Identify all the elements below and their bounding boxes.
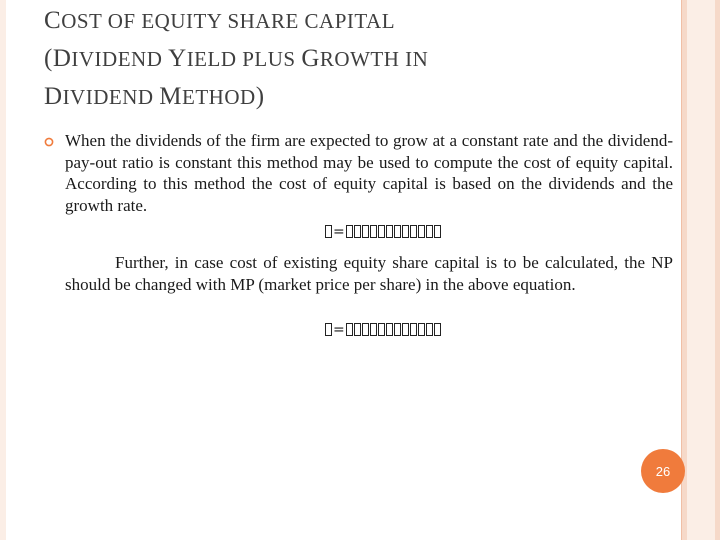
- equation-glyph: [434, 323, 441, 336]
- equation-equals: =: [333, 322, 345, 338]
- title-cap-g: G: [301, 45, 320, 72]
- title-text-2a: IVIDEND: [71, 47, 169, 71]
- title-text-2b: IELD PLUS: [186, 47, 302, 71]
- title-cap-m: M: [159, 83, 183, 110]
- slide-title: [44, 2, 664, 116]
- equation-glyph: [386, 323, 393, 336]
- title-cap-y: Y: [168, 45, 187, 72]
- bullet-icon: [44, 137, 54, 147]
- equation-glyph: [410, 323, 417, 336]
- title-line-2: [44, 40, 664, 78]
- equation-glyph: [394, 323, 401, 336]
- equation-cost-of-equity: [325, 225, 445, 241]
- equation-glyph: [325, 225, 332, 238]
- equation-glyph: [378, 225, 385, 238]
- equation-glyph: [434, 225, 441, 238]
- title-cap-d: D: [52, 45, 72, 72]
- equation-glyph: [402, 225, 409, 238]
- left-edge-decoration: [0, 0, 6, 540]
- equation-glyph: [362, 225, 369, 238]
- equation-glyph: [346, 225, 353, 238]
- paragraph-existing-capital: Further, in case cost of existing equity share capital is to be calculated, the NP should be changed with MP (market price per share) in the above equation.: [65, 253, 673, 294]
- title-line-1: [44, 2, 664, 40]
- equation-glyph: [418, 323, 425, 336]
- title-text-3b: ETHOD: [182, 85, 256, 109]
- equation-glyph: [354, 323, 361, 336]
- equation-glyph: [362, 323, 369, 336]
- title-line-3: [44, 78, 664, 116]
- equation-glyph: [378, 323, 385, 336]
- equation-glyph: [426, 225, 433, 238]
- right-decorative-strip-inner: [687, 0, 715, 540]
- title-text-3a: IVIDEND: [62, 85, 160, 109]
- equation-glyph: [410, 225, 417, 238]
- title-paren-close: ): [255, 83, 265, 110]
- paragraph-method-description: When the dividends of the firm are expected to grow at a constant rate and the dividend-pay-out ratio is constant this method may be used to compute the cost of equity capital. According to this method the cost of equity capital is based on the dividends and the growth rate.: [65, 131, 673, 215]
- page-number-badge: 26: [641, 449, 685, 493]
- equation-glyph: [370, 225, 377, 238]
- equation-glyph: [386, 225, 393, 238]
- equation-glyph: [325, 323, 332, 336]
- title-paren-open: (: [44, 45, 53, 72]
- equation-glyph: [426, 323, 433, 336]
- title-text-2c: ROWTH IN: [319, 47, 429, 71]
- equation-glyph: [394, 225, 401, 238]
- title-cap-c: C: [44, 7, 62, 34]
- equation-glyph: [418, 225, 425, 238]
- equation-glyph: [346, 323, 353, 336]
- equation-cost-of-existing-equity: [325, 323, 445, 339]
- title-cap-d2: D: [44, 83, 63, 110]
- equation-glyph: [402, 323, 409, 336]
- equation-glyph: [354, 225, 361, 238]
- equation-equals: =: [333, 224, 345, 240]
- equation-glyph: [370, 323, 377, 336]
- title-text-1: OST OF EQUITY SHARE CAPITAL: [61, 9, 396, 33]
